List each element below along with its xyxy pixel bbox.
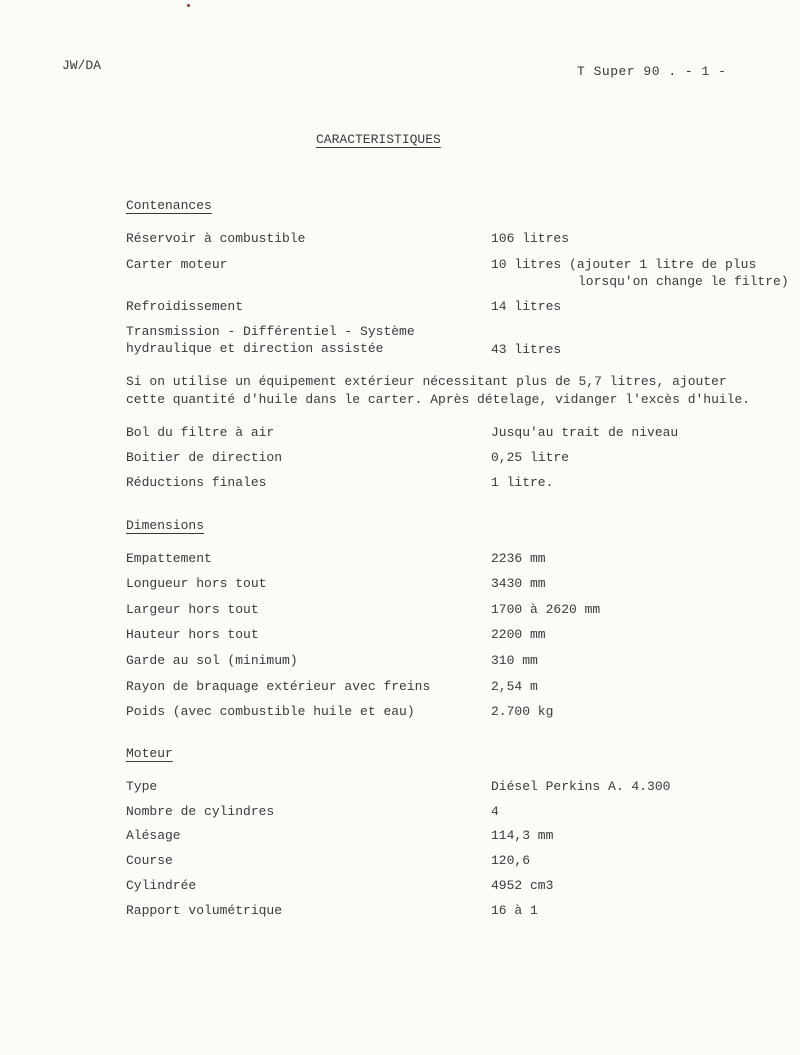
- spec-label: Réservoir à combustible: [126, 231, 306, 246]
- spec-value: 114,3 mm: [491, 828, 554, 843]
- spec-value: 43 litres: [491, 342, 562, 357]
- spec-value: 2.700 kg: [491, 704, 554, 719]
- page-header-model: T Super 90 . - 1 -: [577, 64, 727, 79]
- spec-label: Empattement: [126, 551, 212, 566]
- ink-speck: [187, 4, 190, 7]
- spec-value: 4952 cm3: [491, 878, 554, 893]
- spec-label: Refroidissement: [126, 299, 244, 314]
- spec-label: Type: [126, 779, 158, 794]
- spec-value: 14 litres: [491, 299, 562, 314]
- spec-value: 2200 mm: [491, 627, 546, 642]
- spec-label: Bol du filtre à air: [126, 425, 275, 440]
- note-line: Si on utilise un équipement extérieur nécessitant plus de 5,7 litres, ajouter: [126, 374, 727, 389]
- section-heading-moteur: Moteur: [126, 746, 173, 761]
- spec-label: Garde au sol (minimum): [126, 653, 298, 668]
- spec-value: Diésel Perkins A. 4.300: [491, 779, 671, 794]
- spec-value: 4: [491, 804, 499, 819]
- spec-value: 0,25 litre: [491, 450, 570, 465]
- spec-value: 1700 à 2620 mm: [491, 602, 601, 617]
- spec-label: Réductions finales: [126, 475, 267, 490]
- section-heading-contenances: Contenances: [126, 198, 212, 213]
- spec-value-continued: lorsqu'on change le filtre): [578, 274, 789, 289]
- spec-label-continued: hydraulique et direction assistée: [126, 341, 384, 356]
- document-reference: JW/DA: [62, 58, 102, 73]
- spec-value: 106 litres: [491, 231, 570, 246]
- spec-value: 3430 mm: [491, 576, 546, 591]
- spec-label: Transmission - Différentiel - Système: [126, 324, 415, 339]
- spec-label: Largeur hors tout: [126, 602, 259, 617]
- spec-label: Boitier de direction: [126, 450, 283, 465]
- spec-value: 120,6: [491, 853, 531, 868]
- spec-value: 10 litres (ajouter 1 litre de plus: [491, 257, 757, 272]
- spec-label: Longueur hors tout: [126, 576, 267, 591]
- spec-label: Hauteur hors tout: [126, 627, 259, 642]
- spec-label: Nombre de cylindres: [126, 804, 275, 819]
- spec-label: Alésage: [126, 828, 181, 843]
- spec-value: 1 litre.: [491, 475, 554, 490]
- page-title: CARACTERISTIQUES: [316, 132, 441, 147]
- spec-value: 2,54 m: [491, 679, 538, 694]
- section-heading-dimensions: Dimensions: [126, 518, 205, 533]
- spec-label: Carter moteur: [126, 257, 228, 272]
- spec-value: 16 à 1: [491, 903, 538, 918]
- spec-label: Rapport volumétrique: [126, 903, 283, 918]
- spec-value: 2236 mm: [491, 551, 546, 566]
- note-line: cette quantité d'huile dans le carter. Après dételage, vidanger l'excès d'huile.: [126, 392, 751, 407]
- spec-label: Course: [126, 853, 173, 868]
- spec-label: Rayon de braquage extérieur avec freins: [126, 679, 431, 694]
- spec-value: Jusqu'au trait de niveau: [491, 425, 679, 440]
- spec-label: Poids (avec combustible huile et eau): [126, 704, 415, 719]
- spec-value: 310 mm: [491, 653, 538, 668]
- spec-label: Cylindrée: [126, 878, 197, 893]
